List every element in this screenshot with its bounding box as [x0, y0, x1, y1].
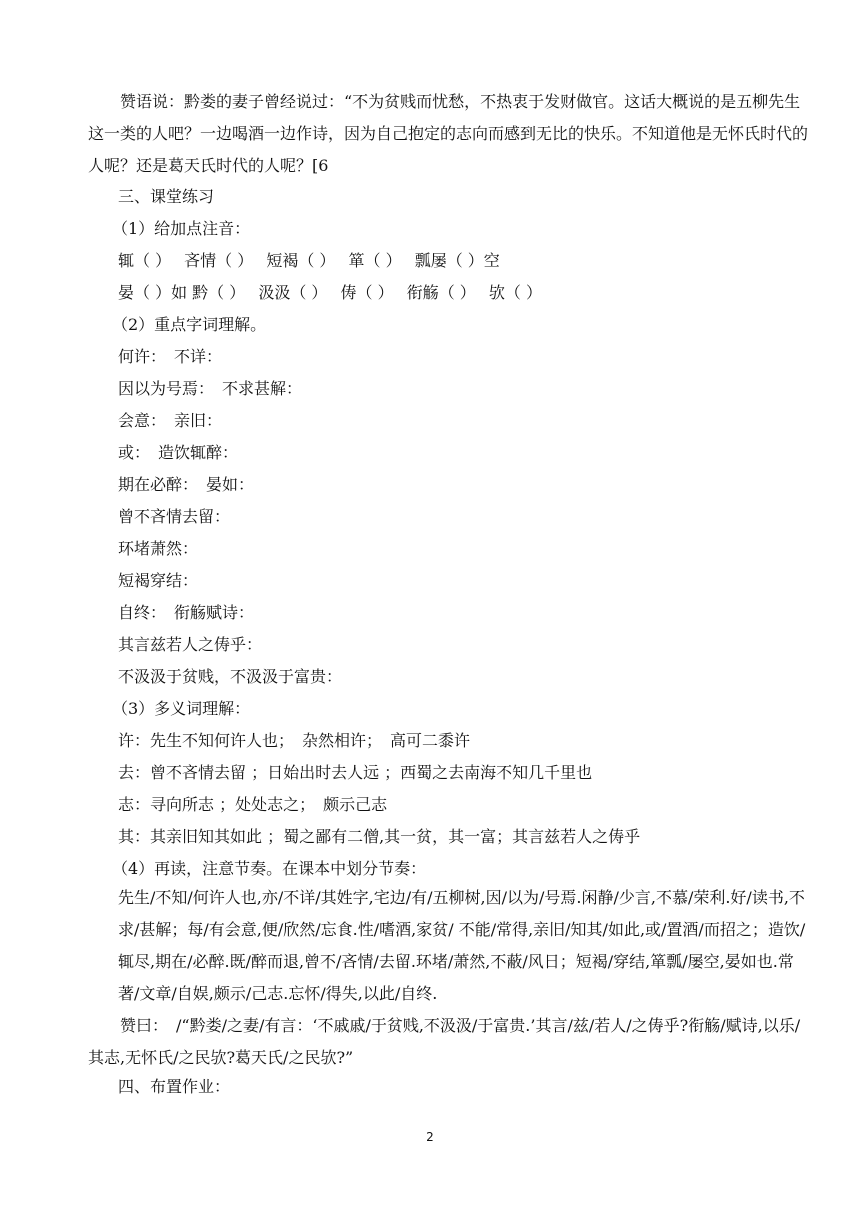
q2-item: 不汲汲于贫贱，不汲汲于富贵：	[118, 667, 343, 686]
q3-item: 许：先生不知何许人也； 杂然相许； 高可二黍许	[118, 731, 471, 750]
q3-title: （3）多义词理解：	[112, 699, 251, 718]
q2-item: 其言兹若人之俦乎：	[118, 635, 263, 654]
q1-line-1: 辄（ ） 吝情（ ） 短褐（ ） 箪（ ） 瓢屡（ ）空	[118, 251, 500, 270]
q3-item: 去：曾不吝情去留 ；日始出时去人远 ；西蜀之去南海不知几千里也	[118, 763, 593, 782]
q3-item: 其：其亲旧知其如此 ；蜀之鄙有二僧,其一贫，其一富；其言兹若人之俦乎	[118, 827, 641, 846]
q4-rhythm-text: 先生/不知/何许人也,亦/不详/其姓字,宅边/有/五柳树,因/以为/号焉.闲静/少言,不慕/荣利.好/读书,不求/甚解；每/有会意,便/欣然/忘食.性/嗜酒,家贫/ 不能/常得,亲旧/知其/如此,或/置酒/而招之；造饮/辄尽,期在/必醉.既/醉而退,曾不/吝情/去留.环堵/萧然,不蔽/风日；短褐/穿结,箪瓢/屡空,晏如也.常著/文章/自娱,颇示/己志.忘怀/得失,以此/自终.	[118, 888, 806, 1003]
q2-item: 何许： 不详：	[118, 347, 223, 366]
q2-item: 会意： 亲旧：	[118, 411, 223, 430]
section-4-title: 四、布置作业：	[118, 1077, 231, 1096]
q2-item: 曾不吝情去留：	[118, 507, 231, 526]
q2-item: 环堵萧然：	[118, 539, 199, 558]
q4-title: （4）再读，注意节奏。在课本中划分节奏：	[112, 859, 427, 878]
section-3-title: 三、课堂练习	[118, 187, 215, 206]
q2-item: 自终： 衔觞赋诗：	[118, 603, 255, 622]
q2-item: 因以为号焉： 不求甚解：	[118, 379, 303, 398]
q4-zan-text: 赞曰： /“黔娄/之妻/有言：‘不戚戚/于贫贱,不汲汲/于富贵.’其言/兹/若人/之俦乎?衔觞/赋诗,以乐/其志,无怀氏/之民欤?葛天氏/之民欤?”	[88, 1016, 801, 1067]
intro-paragraph: 赞语说：黔娄的妻子曾经说过：“不为贫贱而忧愁，不热衷于发财做官。这话大概说的是五柳先生这一类的人吧？一边喝酒一边作诗，因为自己抱定的志向而感到无比的快乐。不知道他是无怀氏时代的人呢？还是葛天氏时代的人呢？[6	[88, 92, 809, 175]
q1-title: （1）给加点注音：	[112, 219, 251, 238]
page-number: 2	[426, 1130, 434, 1144]
q1-line-2: 晏（ ）如 黔（ ） 汲汲（ ） 俦（ ） 衔觞（ ） 欤（ ）	[118, 283, 542, 302]
q2-item: 期在必醉： 晏如：	[118, 475, 255, 494]
q2-item: 短褐穿结：	[118, 571, 199, 590]
q2-item: 或： 造饮辄醉：	[118, 443, 239, 462]
q3-item: 志：寻向所志 ；处处志之； 颇示己志	[118, 795, 388, 814]
q2-title: （2）重点字词理解。	[112, 315, 267, 334]
